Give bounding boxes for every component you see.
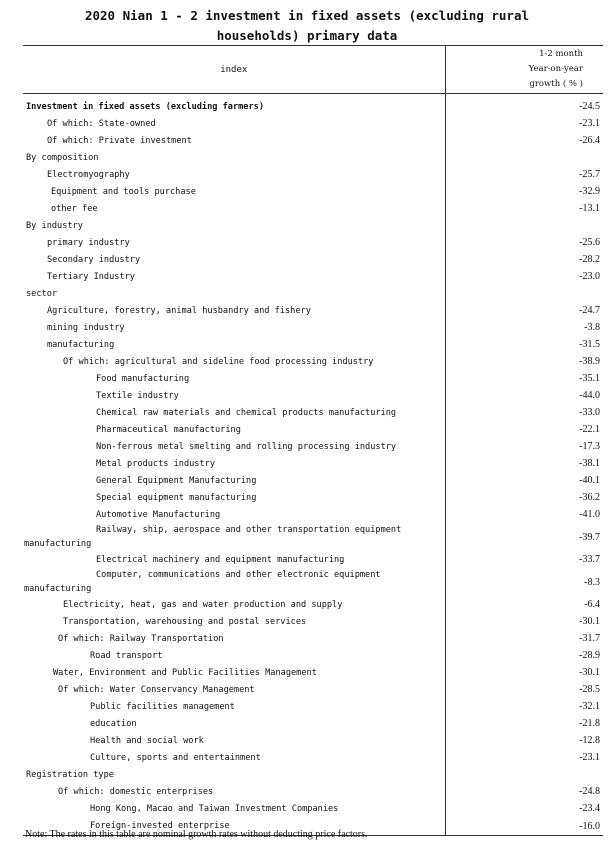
row-label: Non-ferrous metal smelting and rolling processing industry	[96, 441, 397, 452]
row-value: -40.1	[445, 472, 603, 489]
row-value: -16.0	[445, 817, 603, 836]
row-label: Chemical raw materials and chemical products manufacturing	[96, 407, 397, 418]
header-growth	[445, 46, 603, 94]
row-label: By industry	[26, 220, 83, 231]
table-row	[23, 115, 603, 132]
row-label: Equipment and tools purchase	[51, 186, 196, 197]
table-row	[23, 681, 603, 698]
table-row	[23, 698, 603, 715]
row-label-line-2: manufacturing	[24, 539, 92, 549]
row-value: -33.7	[445, 551, 603, 568]
row-value: -30.1	[445, 613, 603, 630]
row-label: Of which: Private investment	[47, 135, 192, 146]
row-label: Hong Kong, Macao and Taiwan Investment Companies	[90, 803, 339, 814]
row-label: sector	[26, 288, 58, 299]
row-value: -23.1	[445, 749, 603, 766]
table-row	[23, 523, 603, 551]
table-row	[23, 421, 603, 438]
row-value: -36.2	[445, 489, 603, 506]
row-label: Investment in fixed assets (excluding farmers)	[26, 101, 264, 112]
row-value: -30.1	[445, 664, 603, 681]
row-value: -24.8	[445, 783, 603, 800]
row-label-line-2: manufacturing	[24, 584, 92, 594]
row-value: -24.5	[445, 94, 603, 116]
row-label: General Equipment Manufacturing	[96, 475, 257, 486]
row-label	[23, 523, 445, 551]
row-value: -17.3	[445, 438, 603, 455]
table-row	[23, 132, 603, 149]
row-value: -6.4	[445, 596, 603, 613]
row-label: Pharmaceutical manufacturing	[96, 424, 241, 435]
row-label: Special equipment manufacturing	[96, 492, 257, 503]
table-row	[23, 749, 603, 766]
header-growth-line-1: 1-2 month	[539, 49, 583, 59]
row-value	[445, 217, 603, 234]
row-value	[445, 149, 603, 166]
row-label	[23, 568, 445, 596]
data-table	[23, 45, 603, 836]
row-value: -25.6	[445, 234, 603, 251]
table-row	[23, 732, 603, 749]
row-value: -31.5	[445, 336, 603, 353]
table-row	[23, 506, 603, 523]
row-label: Food manufacturing	[96, 373, 190, 384]
row-value: -35.1	[445, 370, 603, 387]
row-value: -32.1	[445, 698, 603, 715]
row-label: Water, Environment and Public Facilities Management	[53, 667, 317, 678]
table-row	[23, 455, 603, 472]
row-label: Secondary industry	[47, 254, 141, 265]
table-row	[23, 319, 603, 336]
row-value: -41.0	[445, 506, 603, 523]
row-value: -32.9	[445, 183, 603, 200]
row-label: Transportation, warehousing and postal services	[63, 616, 307, 627]
row-label-line-1: Computer, communications and other electronic equipment	[96, 570, 381, 580]
table-row	[23, 489, 603, 506]
table-row	[23, 551, 603, 568]
row-value	[445, 285, 603, 302]
table-row	[23, 234, 603, 251]
table-row	[23, 472, 603, 489]
row-value: -21.8	[445, 715, 603, 732]
table-row	[23, 370, 603, 387]
row-label: other fee	[51, 203, 98, 214]
table-row	[23, 268, 603, 285]
row-label: Automotive Manufacturing	[96, 509, 221, 520]
row-value: -25.7	[445, 166, 603, 183]
table-row	[23, 251, 603, 268]
table-row	[23, 800, 603, 817]
row-label: primary industry	[47, 237, 130, 248]
row-label: mining industry	[47, 322, 125, 333]
row-value: -44.0	[445, 387, 603, 404]
row-label: education	[90, 718, 137, 729]
row-value: -28.5	[445, 681, 603, 698]
row-value: -33.0	[445, 404, 603, 421]
row-value: -31.7	[445, 630, 603, 647]
header-index: index	[23, 46, 445, 94]
table-header-row	[23, 46, 603, 94]
row-label: Electromyography	[47, 169, 130, 180]
table-row	[23, 302, 603, 319]
row-label: manufacturing	[47, 339, 115, 350]
row-value: -23.0	[445, 268, 603, 285]
table-row	[23, 613, 603, 630]
row-value: -13.1	[445, 200, 603, 217]
row-value: -26.4	[445, 132, 603, 149]
row-value: -38.1	[445, 455, 603, 472]
table-row	[23, 183, 603, 200]
row-label: Health and social work	[90, 735, 204, 746]
row-label: Of which: State-owned	[47, 118, 156, 129]
table-row	[23, 94, 603, 116]
row-value: -39.7	[445, 523, 603, 551]
row-label: Registration type	[26, 769, 114, 780]
row-value: -28.9	[445, 647, 603, 664]
row-label: Road transport	[90, 650, 163, 661]
table-row	[23, 285, 603, 302]
row-label: Electricity, heat, gas and water production and supply	[63, 599, 343, 610]
row-label: Foreign-invested enterprise	[23, 817, 445, 836]
row-label: By composition	[26, 152, 99, 163]
table-row	[23, 568, 603, 596]
table-row	[23, 217, 603, 234]
row-value: -23.1	[445, 115, 603, 132]
table-row	[23, 166, 603, 183]
row-value: -22.1	[445, 421, 603, 438]
row-label: Culture, sports and entertainment	[90, 752, 261, 763]
row-label: Textile industry	[96, 390, 179, 401]
table-note: Note: The rates in this table are nominal growth rates without deducting price factors.	[25, 829, 368, 840]
row-label: Public facilities management	[90, 701, 235, 712]
table-title	[0, 6, 614, 46]
table-row	[23, 766, 603, 783]
row-value: -38.9	[445, 353, 603, 370]
table-row	[23, 336, 603, 353]
table-row	[23, 149, 603, 166]
table-row	[23, 647, 603, 664]
table-row	[23, 438, 603, 455]
title-line-1: 2020 Nian 1 - 2 investment in fixed assets (excluding rural	[84, 8, 529, 23]
row-value	[445, 766, 603, 783]
table-row	[23, 783, 603, 800]
title-line-2: households) primary data	[216, 28, 398, 43]
table-row	[23, 630, 603, 647]
table-row	[23, 664, 603, 681]
row-label: Tertiary Industry	[47, 271, 135, 282]
table-row	[23, 596, 603, 613]
table-row	[23, 387, 603, 404]
header-growth-line-3: growth ( % )	[529, 79, 583, 89]
row-value: -28.2	[445, 251, 603, 268]
row-value: -12.8	[445, 732, 603, 749]
row-value: -3.8	[445, 319, 603, 336]
table-row	[23, 353, 603, 370]
table-row	[23, 715, 603, 732]
header-growth-line-2: Year-on-year	[528, 64, 583, 74]
row-label: Electrical machinery and equipment manufacturing	[96, 554, 345, 565]
row-label: Of which: domestic enterprises	[58, 786, 214, 797]
row-label-line-1: Railway, ship, aerospace and other transportation equipment	[96, 525, 402, 535]
row-label: Agriculture, forestry, animal husbandry and fishery	[47, 305, 311, 316]
row-value: -23.4	[445, 800, 603, 817]
table-row	[23, 200, 603, 217]
table-row	[23, 404, 603, 421]
row-label: Of which: Railway Transportation	[58, 633, 224, 644]
row-value: -8.3	[445, 568, 603, 596]
row-value: -24.7	[445, 302, 603, 319]
row-label: Metal products industry	[96, 458, 215, 469]
row-label: Of which: agricultural and sideline food processing industry	[63, 356, 374, 367]
row-label: Of which: Water Conservancy Management	[58, 684, 255, 695]
